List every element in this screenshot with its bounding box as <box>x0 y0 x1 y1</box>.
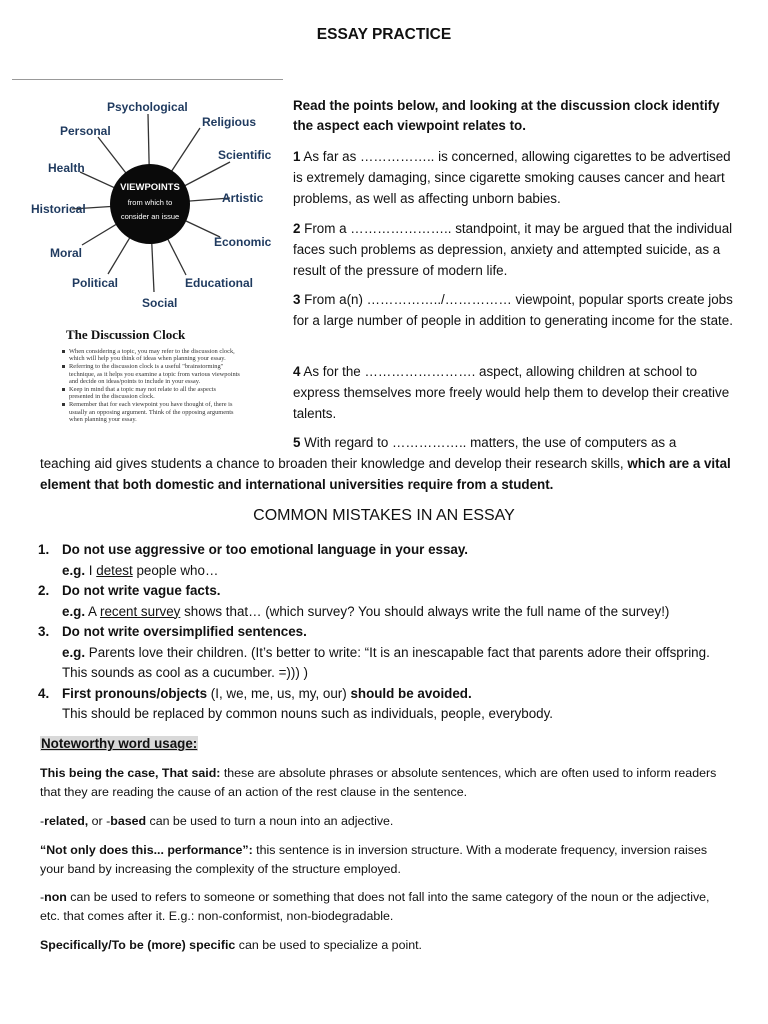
usage-term: related, <box>44 814 89 828</box>
list-item: Referring to the discussion clock is a useful "brainstorming" technique, as it helps you examine a topic from various viewpoints and decide on ideas/points to include in your essay. <box>62 363 240 385</box>
clock-label-health: Health <box>48 161 85 175</box>
clock-label-artistic: Artistic <box>222 191 264 205</box>
usage-text: can be used to specialize a point. <box>235 938 422 952</box>
question-text: From a ………………….. standpoint, it may be argued that the individual faces such problems as depression, anxiety and attempted suicide, as a result of the pressure of modern life. <box>293 221 733 278</box>
question-text-bold: which are a vital element that both domestic and international universities require from a student. <box>40 456 731 492</box>
page-title: ESSAY PRACTICE <box>316 26 452 43</box>
clock-label-psychological: Psychological <box>107 100 188 114</box>
discussion-clock-notes <box>62 348 240 424</box>
list-item <box>38 540 738 581</box>
list-item <box>38 684 738 725</box>
item-number: 1. <box>38 542 50 557</box>
clock-label-political: Political <box>72 276 119 290</box>
example-text: shows that… (which survey? You should always write the full name of the survey!) <box>180 603 670 619</box>
question-text: As far as …………….. is concerned, allowing cigarettes to be advertised is extremely damaging, since cigarette smoking causes cancer and heart problems, as well as affecting unborn babies. <box>293 149 731 206</box>
item-number: 4. <box>38 685 50 701</box>
usage-note <box>40 888 730 926</box>
question-number: 2 <box>293 221 301 236</box>
usage-note <box>40 812 730 831</box>
eg-label: e.g. <box>62 562 86 578</box>
usage-text: can be used to refers to someone or something that does not fall into the same category of the noun or the adjective, etc. that comes after it. E.g.: non-conformist, non-biodegradable. <box>40 890 710 923</box>
clock-label-personal: Personal <box>60 124 111 138</box>
discussion-clock-title: The Discussion Clock <box>66 327 186 342</box>
section-heading-noteworthy: Noteworthy word usage: <box>41 736 198 751</box>
instructions: Read the points below, and looking at the discussion clock identify the aspect each viewpoint relates to. <box>293 98 720 133</box>
usage-text: can be used to turn a noun into an adjective. <box>146 814 394 828</box>
clock-label-educational: Educational <box>185 276 254 290</box>
clock-label-religious: Religious <box>202 115 257 129</box>
clock-center-line3: consider an issue <box>120 212 180 221</box>
usage-text: or - <box>88 814 111 828</box>
item-number: 2. <box>38 583 50 598</box>
mistake-note: This should be replaced by common nouns such as individuals, people, everybody. <box>62 706 554 721</box>
usage-term: Specifically/To be (more) specific <box>40 938 236 952</box>
clock-label-social: Social <box>142 296 178 310</box>
usage-term: “Not only does this... performance”: <box>40 843 253 857</box>
example-text: I <box>85 562 97 578</box>
mistake-rule: First pronouns/objects <box>62 685 208 701</box>
question-number: 4 <box>293 364 301 379</box>
mistake-rule-plain: (I, we, me, us, my, our) <box>207 685 351 701</box>
clock-label-economic: Economic <box>214 235 272 249</box>
usage-term: This being the case, That said: <box>40 766 221 780</box>
example-underlined: recent survey <box>99 603 181 619</box>
question-3 <box>293 289 733 331</box>
clock-label-moral: Moral <box>50 246 83 260</box>
example-text: A <box>85 603 100 619</box>
question-number: 5 <box>293 435 301 450</box>
usage-term: based <box>110 814 147 828</box>
usage-text: - <box>40 814 45 828</box>
item-number: 3. <box>38 624 50 639</box>
clock-center-line1: VIEWPOINTS <box>120 182 180 193</box>
eg-label: e.g. <box>62 603 86 619</box>
question-text: From a(n) ……………../…………… viewpoint, popular sports create jobs for a large number of people in addition to generating income for the state. <box>293 292 733 328</box>
list-item: Keep in mind that a topic may not relate to all the aspects presented in the discussion clock. <box>62 386 240 400</box>
question-4 <box>293 361 733 424</box>
example-text: people who… <box>132 562 219 578</box>
usage-term: non <box>44 890 67 904</box>
usage-text: this sentence is in inversion structure. With a moderate frequency, inversion raises your band by increasing the complexity of the structure employed. <box>40 843 708 876</box>
usage-text: - <box>40 890 45 904</box>
section-heading-mistakes: COMMON MISTAKES IN AN ESSAY <box>253 507 515 524</box>
clock-label-historical: Historical <box>31 202 86 216</box>
mistake-rule: Do not write vague facts. <box>62 583 221 598</box>
usage-note <box>40 936 730 955</box>
question-2 <box>293 218 733 281</box>
clock-center-line2: from which to <box>127 198 173 207</box>
question-5 <box>293 432 733 453</box>
list-item: Remember that for each viewpoint you have thought of, there is usually an opposing argument. Think of the opposing arguments when planning your essay. <box>62 401 240 423</box>
question-5-continued <box>40 453 740 495</box>
mistake-rule: Do not use aggressive or too emotional language in your essay. <box>62 542 469 557</box>
mistake-rule: should be avoided. <box>350 685 472 701</box>
eg-label: e.g. <box>62 644 86 660</box>
mistakes-list <box>38 540 738 725</box>
question-number: 1 <box>293 149 301 164</box>
divider <box>12 79 283 80</box>
example-underlined: detest <box>96 562 133 578</box>
usage-note <box>40 841 730 879</box>
usage-note <box>40 764 730 802</box>
question-text: teaching aid gives students a chance to broaden their knowledge and develop their research skills, <box>40 456 628 471</box>
usage-text: these are absolute phrases or absolute sentences, which are often used to inform readers that they are reading the cause of an action of the rest clause in the sentence. <box>40 766 717 799</box>
list-item <box>38 622 738 684</box>
clock-label-scientific: Scientific <box>218 148 272 162</box>
list-item <box>38 581 738 622</box>
question-text: With regard to …………….. matters, the use of computers as a <box>300 435 677 450</box>
question-number: 3 <box>293 292 301 307</box>
question-1 <box>293 146 733 209</box>
list-item: When considering a topic, you may refer to the discussion clock, which will help you think of ideas when planning your essay. <box>62 348 240 362</box>
question-text: As for the ……………………. aspect, allowing children at school to express themselves more freely would help them to develop their creative talents. <box>293 364 730 421</box>
example-text: Parents love their children. (It’s better to write: “It is an inescapable fact that parents adore their offspring. This sounds as cool as a cucumber. =))) ) <box>62 644 710 680</box>
mistake-rule: Do not write oversimplified sentences. <box>62 624 307 639</box>
